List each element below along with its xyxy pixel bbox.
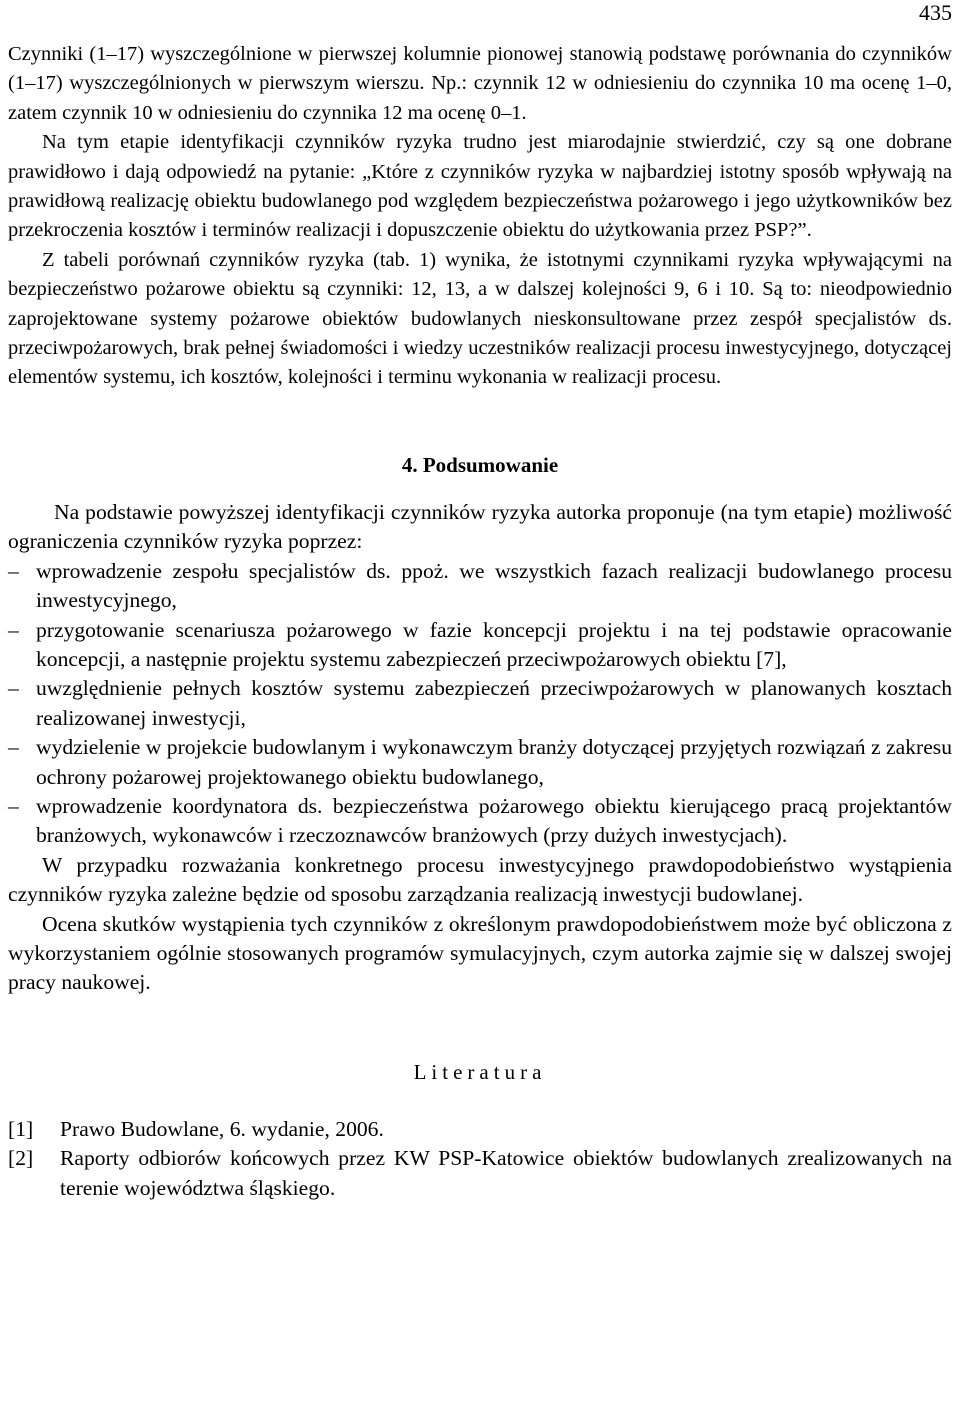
paragraph-summary-intro: Na podstawie powyższej identyfikacji czynników ryzyka autorka proponuje (na tym etapie) możliwość ograniczenia czynników ryzyka poprzez: [8, 499, 952, 554]
list-item: – wprowadzenie koordynatora ds. bezpieczeństwa pożarowego obiektu kierującego pracą projektantów branżowych, wykonawców i rzeczoznawców branżowych (przy dużych inwestycjach). [8, 793, 952, 848]
section-heading-summary: 4. Podsumowanie [401, 452, 559, 477]
reference-number: [1] [8, 1116, 34, 1141]
page-number: 435 [919, 0, 952, 25]
reference-item: [1] Prawo Budowlane, 6. wydanie, 2006. [8, 1115, 952, 1144]
paragraph-probability: W przypadku rozważania konkretnego procesu inwestycyjnego prawdopodobieństwo wystąpienia czynników ryzyka zależne będzie od sposobu zarządzania realizacją inwestycji budowlanej. [8, 852, 952, 907]
dash-bullet: – [8, 558, 19, 583]
paragraph-identification-stage: Na tym etapie identyfikacji czynników ryzyka trudno jest miarodajnie stwierdzić, czy są one dobrane prawidłowo i dają odpowiedź na pytanie: „Które z czynników ryzyka w najbardziej istotny sposób wpływają na prawidłową realizację obiektu budowlanego pod względem bezpieczeństwa pożarowego i jego użytkowników bez przekroczenia kosztów i terminów realizacji i dopuszczenie obiektu do użytkowania przez PSP?”. [8, 131, 952, 242]
dash-bullet: – [8, 617, 19, 642]
paragraph-assessment: Ocena skutków wystąpienia tych czynników z określonym prawdopodobieństwem może być obliczona z wykorzystaniem ogólnie stosowanych programów symulacyjnych, czym autorka zajmie się w dalszej swojej pracy naukowej. [8, 911, 952, 995]
list-item: – uwzględnienie pełnych kosztów systemu zabezpieczeń przeciwpożarowych w planowanych kosztach realizowanej inwestycji, [8, 676, 952, 730]
reference-item: [2] Raporty odbiorów końcowych przez KW PSP-Katowice obiektów budowlanych zrealizowanych na terenie województwa śląskiego. [8, 1146, 952, 1200]
paragraph-comparison-table: Z tabeli porównań czynników ryzyka (tab. 1) wynika, że istotnymi czynnikami ryzyka wpływającymi na bezpieczeństwo pożarowe obiektu są czynniki: 12, 13, a w dalszej kolejności 9, 6 i 10. Są to: nieodpowiednio zaprojektowane systemy pożarowe obiektów budowlanych nieskonsultowane przez zespół specjalistów ds. przeciwpożarowych, brak pełnej świadomości i wiedzy uczestników realizacji procesu inwestycyjnego, dotyczącej elementów systemu, ich kosztów, kolejności i terminu wykonania w realizacji procesu. [8, 248, 952, 389]
dash-bullet: – [8, 676, 19, 701]
list-item: – przygotowanie scenariusza pożarowego w fazie koncepcji projektu i na tej podstawie opracowanie koncepcji, a następnie projektu systemu zabezpieczeń przeciwpożarowych obiektu [7], [8, 617, 952, 671]
reference-number: [2] [8, 1146, 34, 1171]
literature-heading: Literatura [413, 1059, 547, 1084]
dash-bullet: – [8, 735, 19, 760]
list-item: – wprowadzenie zespołu specjalistów ds. ppoż. we wszystkich fazach realizacji budowlanego procesu inwestycyjnego, [8, 558, 952, 613]
references-list [8, 1115, 952, 1203]
recommendations-list [8, 557, 952, 851]
dash-bullet: – [8, 793, 19, 818]
list-item: – wydzielenie w projekcie budowlanym i wykonawczym branży dotyczącej przyjętych rozwiązań z zakresu ochrony pożarowej projektowanego obiektu budowlanego, [8, 735, 952, 789]
paragraph-factors-explanation: Czynniki (1–17) wyszczególnione w pierwszej kolumnie pionowej stanowią podstawę porównania do czynników (1–17) wyszczególnionych w pierwszym wierszu. Np.: czynnik 12 w odniesieniu do czynnika 10 ma ocenę 1–0, zatem czynnik 10 w odniesieniu do czynnika 12 ma ocenę 0–1. [8, 43, 952, 124]
document-body [8, 40, 952, 1203]
